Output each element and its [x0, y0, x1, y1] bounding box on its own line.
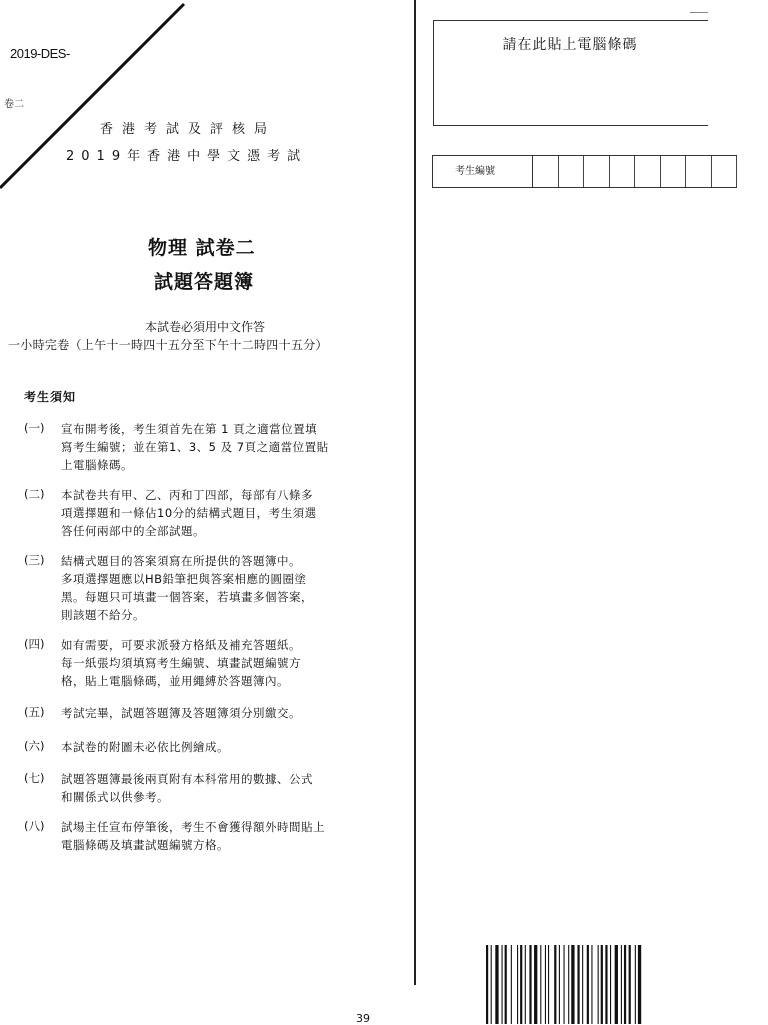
- instruction-line: 考試完畢，試題答題簿及答題簿須分別繳交。: [61, 706, 301, 720]
- instructions-heading: 考生須知: [24, 390, 77, 404]
- barcode-bar: [559, 945, 560, 1024]
- instruction-line: 本試卷共有甲、乙、丙和丁四部，每部有八條多: [61, 488, 313, 502]
- exam-name: 2019年香港中學文憑考試: [66, 149, 308, 164]
- instruction-line: 宣布開考後，考生須首先在第 1 頁之適當位置填: [61, 422, 318, 436]
- barcode-bar: [529, 945, 531, 1024]
- printed-barcode: [486, 945, 711, 1024]
- candidate-digit-cell[interactable]: [533, 156, 559, 187]
- instruction-line: 和關係式以供參考。: [61, 790, 169, 804]
- instruction-number: (二): [24, 487, 45, 501]
- barcode-sticker-label: 請在此貼上電腦條碼: [502, 37, 638, 53]
- barcode-bar: [517, 945, 518, 1024]
- barcode-bar: [505, 945, 507, 1024]
- barcode-bar: [582, 945, 583, 1024]
- instruction-line: 項選擇題和一條佔10分的結構式題目，考生須選: [61, 506, 317, 520]
- barcode-bar: [621, 945, 622, 1024]
- booklet-title: 試題答題簿: [154, 271, 255, 293]
- corner-mark: [690, 12, 708, 13]
- instruction-number: (七): [24, 771, 45, 785]
- instruction-number: (六): [24, 739, 45, 753]
- candidate-number-box: [432, 155, 737, 188]
- instruction-line: 如有需要，可要求派發方格紙及補充答題紙。: [61, 638, 301, 652]
- instruction-line: 試題答題簿最後兩頁附有本科常用的數據、公式: [61, 772, 313, 786]
- instruction-line: 多項選擇題應以HB鉛筆把與答案相應的圓圈塗: [61, 572, 307, 586]
- paper-code: 2019-DES-: [10, 46, 70, 61]
- instruction-line: 寫考生編號；並在第1、3、5 及 7頁之適當位置貼: [61, 440, 329, 454]
- barcode-bar: [571, 945, 574, 1024]
- barcode-bar: [624, 945, 626, 1024]
- vertical-divider: [414, 0, 416, 985]
- instruction-number: (一): [24, 421, 45, 435]
- barcode-bar: [568, 945, 569, 1024]
- barcode-bar: [587, 945, 589, 1024]
- instruction-line: 答任何兩部中的全部試題。: [61, 524, 205, 538]
- candidate-digit-cell[interactable]: [559, 156, 585, 187]
- instruction-line: 格，貼上電腦條碼，並用繩縛於答題簿內。: [61, 674, 289, 688]
- barcode-bar: [502, 945, 503, 1024]
- subject-title: 物理 試卷二: [148, 237, 256, 259]
- barcode-bar: [540, 945, 541, 1024]
- candidate-digit-cell[interactable]: [712, 156, 738, 187]
- candidate-digit-cell[interactable]: [661, 156, 687, 187]
- candidate-digit-cell[interactable]: [584, 156, 610, 187]
- barcode-bar: [601, 945, 603, 1024]
- barcode-bar: [591, 945, 592, 1024]
- barcode-bar: [629, 945, 631, 1024]
- language-note: 本試卷必須用中文作答: [144, 320, 265, 334]
- paper-tag: 卷二: [4, 99, 24, 110]
- candidate-digit-cell[interactable]: [686, 156, 712, 187]
- instruction-line: 結構式題目的答案須寫在所提供的答題簿中。: [61, 554, 301, 568]
- instruction-line: 每一紙張均須填寫考生編號、填畫試題編號方: [61, 656, 301, 670]
- barcode-bar: [598, 945, 599, 1024]
- barcode-bar: [554, 945, 556, 1024]
- barcode-bar: [638, 945, 641, 1024]
- diagonal-corner-line: [0, 0, 200, 200]
- instruction-line: 則該題不給分。: [61, 608, 145, 622]
- candidate-digit-cell[interactable]: [610, 156, 636, 187]
- duration-note: 一小時完卷（上午十一時四十五分至下午十二時四十五分）: [8, 338, 328, 352]
- barcode-bar: [548, 945, 549, 1024]
- instruction-line: 本試卷的附圖未必依比例繪成。: [61, 740, 229, 754]
- instruction-line: 試場主任宣布停筆後，考生不會獲得額外時間貼上: [61, 820, 325, 834]
- page-number: 39: [356, 1012, 370, 1025]
- barcode-bar: [635, 945, 636, 1024]
- barcode-bar: [520, 945, 522, 1024]
- barcode-bar: [534, 945, 537, 1024]
- organisation-name: 香港考試及評核局: [100, 122, 277, 137]
- instruction-number: (三): [24, 553, 45, 567]
- barcode-bar: [615, 945, 618, 1024]
- candidate-number-label: 考生編號: [433, 156, 533, 187]
- instruction-number: (四): [24, 637, 45, 651]
- barcode-bar: [545, 945, 546, 1024]
- barcode-bar: [491, 945, 492, 1024]
- barcode-bar: [525, 945, 526, 1024]
- barcode-bar: [495, 945, 498, 1024]
- barcode-bar: [577, 945, 579, 1024]
- barcode-bar: [564, 945, 565, 1024]
- barcode-bar: [605, 945, 607, 1024]
- barcode-bar: [610, 945, 611, 1024]
- instruction-number: (八): [24, 819, 45, 833]
- instruction-line: 上電腦條碼。: [61, 458, 133, 472]
- instruction-line: 電腦條碼及填畫試題編號方格。: [61, 838, 229, 852]
- barcode-bar: [511, 945, 512, 1024]
- instruction-line: 黑。每題只可填畫一個答案，若填畫多個答案，: [61, 590, 313, 604]
- barcode-bar: [486, 945, 488, 1024]
- candidate-digit-cell[interactable]: [635, 156, 661, 187]
- instruction-number: (五): [24, 705, 45, 719]
